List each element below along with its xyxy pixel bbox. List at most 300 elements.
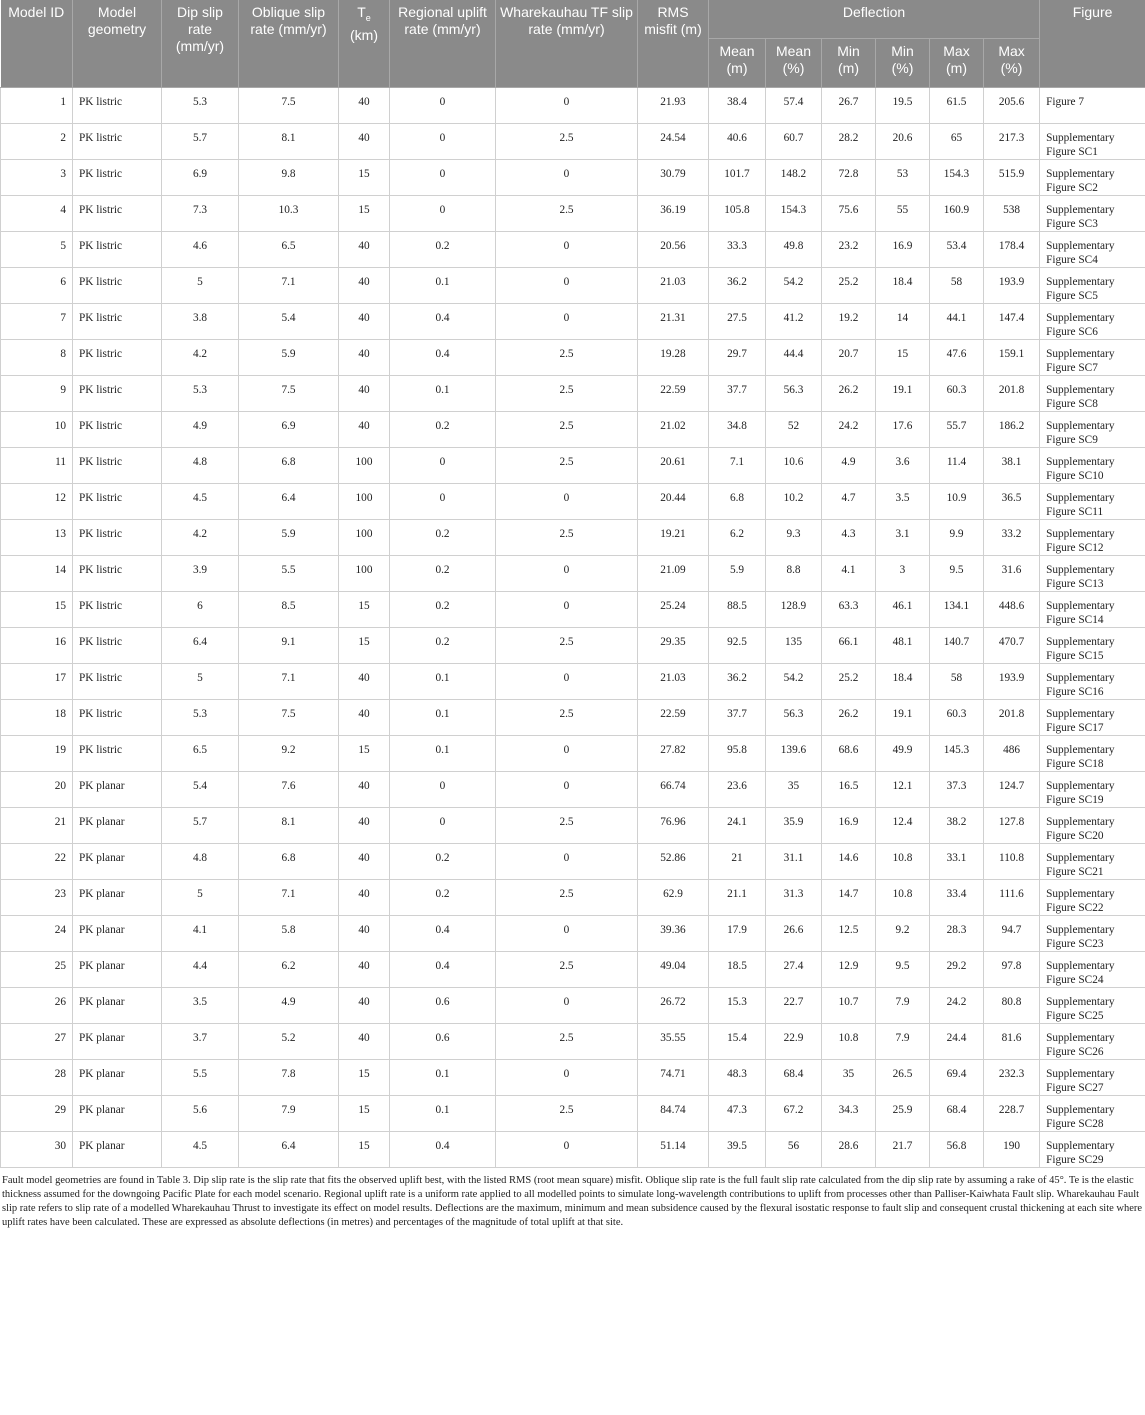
table-cell: 232.3 bbox=[984, 1059, 1040, 1095]
table-cell: 24.4 bbox=[930, 1023, 984, 1059]
table-cell: 7.6 bbox=[239, 771, 339, 807]
table-cell: Supplementary Figure SC20 bbox=[1040, 807, 1145, 843]
table-cell: 0.1 bbox=[390, 699, 496, 735]
table-cell: Supplementary Figure SC13 bbox=[1040, 555, 1145, 591]
table-cell: 4.1 bbox=[162, 915, 239, 951]
table-cell: 20.56 bbox=[638, 231, 709, 267]
table-cell: 9 bbox=[1, 375, 73, 411]
table-cell: 40 bbox=[339, 807, 390, 843]
table-cell: 2.5 bbox=[496, 627, 638, 663]
table-cell: 0.2 bbox=[390, 555, 496, 591]
table-row bbox=[1, 879, 1145, 915]
table-cell: 21.7 bbox=[876, 1131, 930, 1167]
table-cell: 10.8 bbox=[822, 1023, 876, 1059]
table-cell: 76.96 bbox=[638, 807, 709, 843]
table-cell: 60.3 bbox=[930, 375, 984, 411]
table-cell: Supplementary Figure SC26 bbox=[1040, 1023, 1145, 1059]
table-cell: 24.2 bbox=[822, 411, 876, 447]
table-cell: 2.5 bbox=[496, 879, 638, 915]
header-oblique-slip: Oblique slip rate (mm/yr) bbox=[239, 0, 339, 88]
table-cell: PK listric bbox=[73, 88, 162, 124]
table-cell: 61.5 bbox=[930, 88, 984, 124]
table-cell: 9.5 bbox=[876, 951, 930, 987]
table-cell: PK listric bbox=[73, 159, 162, 195]
table-cell: 0.1 bbox=[390, 1095, 496, 1131]
table-cell: 8.1 bbox=[239, 807, 339, 843]
table-cell: 40 bbox=[339, 879, 390, 915]
table-cell: PK listric bbox=[73, 195, 162, 231]
table-cell: 21 bbox=[1, 807, 73, 843]
table-cell: 4 bbox=[1, 195, 73, 231]
table-cell: 36.19 bbox=[638, 195, 709, 231]
table-cell: 0 bbox=[390, 195, 496, 231]
table-cell: 4.5 bbox=[162, 1131, 239, 1167]
table-cell: 10.6 bbox=[766, 447, 822, 483]
table-cell: 29.7 bbox=[709, 339, 766, 375]
table-row bbox=[1, 159, 1145, 195]
table-cell: 15 bbox=[339, 591, 390, 627]
table-cell: 7.1 bbox=[239, 663, 339, 699]
table-cell: 22.59 bbox=[638, 699, 709, 735]
table-cell: 40 bbox=[339, 699, 390, 735]
table-cell: 4.4 bbox=[162, 951, 239, 987]
header-deflection: Deflection bbox=[709, 0, 1040, 39]
table-cell: PK planar bbox=[73, 843, 162, 879]
table-cell: 49.04 bbox=[638, 951, 709, 987]
table-cell: PK listric bbox=[73, 735, 162, 771]
table-cell: 21.09 bbox=[638, 555, 709, 591]
table-cell: 88.5 bbox=[709, 591, 766, 627]
table-cell: 18.5 bbox=[709, 951, 766, 987]
table-cell: 448.6 bbox=[984, 591, 1040, 627]
table-cell: 7.1 bbox=[239, 879, 339, 915]
table-cell: 10.3 bbox=[239, 195, 339, 231]
table-cell: 8.8 bbox=[766, 555, 822, 591]
table-cell: 0 bbox=[496, 303, 638, 339]
table-row bbox=[1, 88, 1145, 124]
table-cell: 40 bbox=[339, 987, 390, 1023]
table-cell: 193.9 bbox=[984, 267, 1040, 303]
table-cell: 217.3 bbox=[984, 123, 1040, 159]
table-cell: 0 bbox=[496, 735, 638, 771]
table-cell: 60.7 bbox=[766, 123, 822, 159]
table-cell: 68.4 bbox=[930, 1095, 984, 1131]
table-cell: Supplementary Figure SC10 bbox=[1040, 447, 1145, 483]
table-cell: 92.5 bbox=[709, 627, 766, 663]
table-cell: 15 bbox=[339, 159, 390, 195]
table-cell: 72.8 bbox=[822, 159, 876, 195]
table-cell: Supplementary Figure SC21 bbox=[1040, 843, 1145, 879]
table-cell: 1 bbox=[1, 88, 73, 124]
table-cell: 15 bbox=[339, 735, 390, 771]
table-header bbox=[1, 0, 1145, 88]
table-cell: 2.5 bbox=[496, 1023, 638, 1059]
table-cell: 18.4 bbox=[876, 663, 930, 699]
table-cell: 27.4 bbox=[766, 951, 822, 987]
table-cell: 26.2 bbox=[822, 699, 876, 735]
table-cell: 7.5 bbox=[239, 375, 339, 411]
table-cell: 0.1 bbox=[390, 735, 496, 771]
table-cell: 5.4 bbox=[239, 303, 339, 339]
table-cell: 37.3 bbox=[930, 771, 984, 807]
table-cell: 28.3 bbox=[930, 915, 984, 951]
table-cell: 97.8 bbox=[984, 951, 1040, 987]
table-cell: 12.9 bbox=[822, 951, 876, 987]
table-cell: 14 bbox=[1, 555, 73, 591]
table-cell: 21.03 bbox=[638, 663, 709, 699]
table-cell: 40 bbox=[339, 951, 390, 987]
table-row bbox=[1, 987, 1145, 1023]
table-cell: 124.7 bbox=[984, 771, 1040, 807]
table-cell: 6 bbox=[162, 591, 239, 627]
table-cell: 0 bbox=[496, 1131, 638, 1167]
table-cell: 81.6 bbox=[984, 1023, 1040, 1059]
table-cell: 84.74 bbox=[638, 1095, 709, 1131]
table-cell: 27.5 bbox=[709, 303, 766, 339]
table-cell: 0 bbox=[390, 123, 496, 159]
table-cell: 48.3 bbox=[709, 1059, 766, 1095]
table-cell: 7.3 bbox=[162, 195, 239, 231]
table-cell: Supplementary Figure SC23 bbox=[1040, 915, 1145, 951]
table-cell: 19.1 bbox=[876, 375, 930, 411]
table-row bbox=[1, 915, 1145, 951]
table-cell: Supplementary Figure SC25 bbox=[1040, 987, 1145, 1023]
table-cell: 69.4 bbox=[930, 1059, 984, 1095]
table-row bbox=[1, 699, 1145, 735]
table-cell: Supplementary Figure SC1 bbox=[1040, 123, 1145, 159]
table-cell: 0 bbox=[496, 88, 638, 124]
table-cell: 147.4 bbox=[984, 303, 1040, 339]
table-cell: 35.55 bbox=[638, 1023, 709, 1059]
table-cell: 7.9 bbox=[876, 987, 930, 1023]
table-cell: 44.1 bbox=[930, 303, 984, 339]
table-cell: 5 bbox=[162, 267, 239, 303]
table-cell: PK planar bbox=[73, 807, 162, 843]
table-cell: 34.3 bbox=[822, 1095, 876, 1131]
table-cell: 135 bbox=[766, 627, 822, 663]
table-cell: Supplementary Figure SC17 bbox=[1040, 699, 1145, 735]
table-cell: Supplementary Figure SC18 bbox=[1040, 735, 1145, 771]
table-cell: 36.2 bbox=[709, 663, 766, 699]
table-cell: 128.9 bbox=[766, 591, 822, 627]
table-cell: 58 bbox=[930, 267, 984, 303]
table-cell: 19.2 bbox=[822, 303, 876, 339]
header-model-id: Model ID bbox=[1, 0, 73, 88]
table-cell: 15.3 bbox=[709, 987, 766, 1023]
table-cell: 5.6 bbox=[162, 1095, 239, 1131]
table-cell: 56.3 bbox=[766, 375, 822, 411]
table-cell: 100 bbox=[339, 555, 390, 591]
table-cell: 6.5 bbox=[239, 231, 339, 267]
table-cell: 35.9 bbox=[766, 807, 822, 843]
table-cell: 9.9 bbox=[930, 519, 984, 555]
header-max-pct: Max (%) bbox=[984, 39, 1040, 88]
table-cell: 12 bbox=[1, 483, 73, 519]
table-cell: 12.1 bbox=[876, 771, 930, 807]
table-cell: 15 bbox=[876, 339, 930, 375]
table-cell: 33.2 bbox=[984, 519, 1040, 555]
table-cell: 0.4 bbox=[390, 915, 496, 951]
table-row bbox=[1, 447, 1145, 483]
table-cell: 40 bbox=[339, 663, 390, 699]
table-cell: 60.3 bbox=[930, 699, 984, 735]
table-cell: 100 bbox=[339, 483, 390, 519]
table-cell: 40.6 bbox=[709, 123, 766, 159]
table-cell: 100 bbox=[339, 447, 390, 483]
table-cell: 5.3 bbox=[162, 88, 239, 124]
table-cell: 29.2 bbox=[930, 951, 984, 987]
table-cell: 11.4 bbox=[930, 447, 984, 483]
table-cell: 52.86 bbox=[638, 843, 709, 879]
header-min-m: Min (m) bbox=[822, 39, 876, 88]
table-cell: 29.35 bbox=[638, 627, 709, 663]
table-cell: 0.2 bbox=[390, 627, 496, 663]
table-cell: 15.4 bbox=[709, 1023, 766, 1059]
table-cell: 75.6 bbox=[822, 195, 876, 231]
table-cell: 49.9 bbox=[876, 735, 930, 771]
table-cell: PK planar bbox=[73, 1131, 162, 1167]
table-row bbox=[1, 771, 1145, 807]
table-cell: 5.2 bbox=[239, 1023, 339, 1059]
table-cell: 40 bbox=[339, 88, 390, 124]
table-cell: 7.1 bbox=[709, 447, 766, 483]
table-cell: 0 bbox=[496, 1059, 638, 1095]
table-cell: PK listric bbox=[73, 627, 162, 663]
table-cell: Supplementary Figure SC24 bbox=[1040, 951, 1145, 987]
table-cell: 14.6 bbox=[822, 843, 876, 879]
table-cell: 8 bbox=[1, 339, 73, 375]
table-cell: 31.3 bbox=[766, 879, 822, 915]
table-cell: 36.2 bbox=[709, 267, 766, 303]
table-cell: 25.24 bbox=[638, 591, 709, 627]
table-cell: 0 bbox=[390, 771, 496, 807]
table-row bbox=[1, 231, 1145, 267]
table-cell: 19.21 bbox=[638, 519, 709, 555]
table-cell: 6.8 bbox=[239, 447, 339, 483]
table-cell: PK listric bbox=[73, 123, 162, 159]
table-cell: Supplementary Figure SC2 bbox=[1040, 159, 1145, 195]
table-cell: 44.4 bbox=[766, 339, 822, 375]
table-cell: 19.5 bbox=[876, 88, 930, 124]
table-cell: 2.5 bbox=[496, 951, 638, 987]
table-cell: 3.1 bbox=[876, 519, 930, 555]
table-cell: 66.1 bbox=[822, 627, 876, 663]
table-cell: 20.6 bbox=[876, 123, 930, 159]
table-cell: 23 bbox=[1, 879, 73, 915]
table-cell: 30 bbox=[1, 1131, 73, 1167]
table-cell: 4.1 bbox=[822, 555, 876, 591]
table-cell: 7.5 bbox=[239, 699, 339, 735]
table-cell: 20.61 bbox=[638, 447, 709, 483]
table-cell: 10.8 bbox=[876, 843, 930, 879]
table-cell: 24.54 bbox=[638, 123, 709, 159]
table-cell: 57.4 bbox=[766, 88, 822, 124]
table-cell: 0 bbox=[496, 591, 638, 627]
table-cell: 25.9 bbox=[876, 1095, 930, 1131]
table-cell: 25.2 bbox=[822, 663, 876, 699]
table-cell: 40 bbox=[339, 303, 390, 339]
table-cell: 193.9 bbox=[984, 663, 1040, 699]
table-cell: PK listric bbox=[73, 663, 162, 699]
table-cell: 2.5 bbox=[496, 699, 638, 735]
table-cell: 47.6 bbox=[930, 339, 984, 375]
table-cell: 5.7 bbox=[162, 123, 239, 159]
table-row bbox=[1, 303, 1145, 339]
table-cell: 58 bbox=[930, 663, 984, 699]
table-cell: PK listric bbox=[73, 447, 162, 483]
table-cell: 0 bbox=[496, 267, 638, 303]
table-cell: 159.1 bbox=[984, 339, 1040, 375]
table-row bbox=[1, 267, 1145, 303]
table-cell: 3.6 bbox=[876, 447, 930, 483]
table-cell: 56.8 bbox=[930, 1131, 984, 1167]
table-cell: 0 bbox=[496, 555, 638, 591]
table-cell: 4.6 bbox=[162, 231, 239, 267]
table-cell: 6.2 bbox=[709, 519, 766, 555]
table-cell: 486 bbox=[984, 735, 1040, 771]
table-cell: Supplementary Figure SC28 bbox=[1040, 1095, 1145, 1131]
table-row bbox=[1, 411, 1145, 447]
table-cell: 27.82 bbox=[638, 735, 709, 771]
table-cell: 4.8 bbox=[162, 843, 239, 879]
table-cell: PK listric bbox=[73, 519, 162, 555]
table-cell: 0 bbox=[390, 483, 496, 519]
table-cell: 26.6 bbox=[766, 915, 822, 951]
table-cell: 74.71 bbox=[638, 1059, 709, 1095]
table-cell: Supplementary Figure SC19 bbox=[1040, 771, 1145, 807]
table-cell: 6.8 bbox=[239, 843, 339, 879]
table-cell: 0.2 bbox=[390, 411, 496, 447]
table-cell: 111.6 bbox=[984, 879, 1040, 915]
table-cell: PK listric bbox=[73, 555, 162, 591]
table-cell: 40 bbox=[339, 1023, 390, 1059]
table-cell: 11 bbox=[1, 447, 73, 483]
table-cell: 0.4 bbox=[390, 303, 496, 339]
table-cell: PK planar bbox=[73, 987, 162, 1023]
table-cell: PK planar bbox=[73, 915, 162, 951]
table-cell: 80.8 bbox=[984, 987, 1040, 1023]
table-cell: 40 bbox=[339, 915, 390, 951]
table-cell: 15 bbox=[339, 1131, 390, 1167]
table-cell: 6.9 bbox=[239, 411, 339, 447]
header-te-unit: (km) bbox=[350, 26, 378, 43]
table-cell: 20.44 bbox=[638, 483, 709, 519]
table-cell: 0.6 bbox=[390, 987, 496, 1023]
table-cell: 40 bbox=[339, 843, 390, 879]
table-row bbox=[1, 951, 1145, 987]
table-cell: 0 bbox=[390, 807, 496, 843]
table-cell: Supplementary Figure SC14 bbox=[1040, 591, 1145, 627]
table-cell: 40 bbox=[339, 231, 390, 267]
table-cell: 22.59 bbox=[638, 375, 709, 411]
table-cell: 17.6 bbox=[876, 411, 930, 447]
table-cell: 134.1 bbox=[930, 591, 984, 627]
table-cell: 178.4 bbox=[984, 231, 1040, 267]
table-cell: 127.8 bbox=[984, 807, 1040, 843]
table-cell: 0.2 bbox=[390, 591, 496, 627]
table-row bbox=[1, 627, 1145, 663]
table-cell: 148.2 bbox=[766, 159, 822, 195]
table-cell: 16 bbox=[1, 627, 73, 663]
table-cell: 5.9 bbox=[239, 519, 339, 555]
table-cell: 6 bbox=[1, 267, 73, 303]
header-mean-pct: Mean (%) bbox=[766, 39, 822, 88]
table-cell: 54.2 bbox=[766, 663, 822, 699]
table-cell: Supplementary Figure SC4 bbox=[1040, 231, 1145, 267]
table-cell: 26.72 bbox=[638, 987, 709, 1023]
table-cell: 4.9 bbox=[239, 987, 339, 1023]
table-cell: 14.7 bbox=[822, 879, 876, 915]
table-cell: 40 bbox=[339, 123, 390, 159]
table-cell: PK planar bbox=[73, 879, 162, 915]
table-cell: 0.6 bbox=[390, 1023, 496, 1059]
table-cell: 12.4 bbox=[876, 807, 930, 843]
table-row bbox=[1, 1023, 1145, 1059]
table-cell: 0 bbox=[496, 231, 638, 267]
table-cell: 3.5 bbox=[876, 483, 930, 519]
table-cell: 160.9 bbox=[930, 195, 984, 231]
table-cell: 33.1 bbox=[930, 843, 984, 879]
table-cell: Supplementary Figure SC15 bbox=[1040, 627, 1145, 663]
table-row bbox=[1, 1131, 1145, 1167]
table-cell: PK planar bbox=[73, 1095, 162, 1131]
table-cell: 15 bbox=[339, 195, 390, 231]
table-cell: 0 bbox=[390, 88, 496, 124]
table-cell: 205.6 bbox=[984, 88, 1040, 124]
table-cell: 53.4 bbox=[930, 231, 984, 267]
table-body bbox=[1, 88, 1145, 1168]
table-cell: 33.4 bbox=[930, 879, 984, 915]
table-cell: 36.5 bbox=[984, 483, 1040, 519]
table-cell: 7.8 bbox=[239, 1059, 339, 1095]
table-cell: 5 bbox=[162, 879, 239, 915]
table-cell: 54.2 bbox=[766, 267, 822, 303]
header-regional-uplift: Regional uplift rate (mm/yr) bbox=[390, 0, 496, 88]
table-cell: 95.8 bbox=[709, 735, 766, 771]
table-cell: 2.5 bbox=[496, 519, 638, 555]
table-cell: 10.2 bbox=[766, 483, 822, 519]
table-cell: 0 bbox=[496, 483, 638, 519]
table-cell: 21.03 bbox=[638, 267, 709, 303]
table-cell: 30.79 bbox=[638, 159, 709, 195]
table-cell: 35 bbox=[766, 771, 822, 807]
table-cell: 3.7 bbox=[162, 1023, 239, 1059]
table-cell: 5.9 bbox=[709, 555, 766, 591]
table-cell: 16.5 bbox=[822, 771, 876, 807]
table-cell: 26.2 bbox=[822, 375, 876, 411]
header-dip-slip: Dip slip rate (mm/yr) bbox=[162, 0, 239, 88]
header-te-main: T bbox=[357, 4, 366, 20]
table-cell: 56 bbox=[766, 1131, 822, 1167]
table-cell: 6.9 bbox=[162, 159, 239, 195]
table-cell: Supplementary Figure SC8 bbox=[1040, 375, 1145, 411]
table-cell: 110.8 bbox=[984, 843, 1040, 879]
table-cell: 5.7 bbox=[162, 807, 239, 843]
table-cell: 39.36 bbox=[638, 915, 709, 951]
table-cell: 40 bbox=[339, 339, 390, 375]
table-cell: 21.02 bbox=[638, 411, 709, 447]
table-cell: Supplementary Figure SC22 bbox=[1040, 879, 1145, 915]
table-cell: 22.9 bbox=[766, 1023, 822, 1059]
table-cell: 0 bbox=[390, 447, 496, 483]
table-cell: 62.9 bbox=[638, 879, 709, 915]
table-cell: 25.2 bbox=[822, 267, 876, 303]
table-cell: 0.2 bbox=[390, 231, 496, 267]
table-cell: 6.5 bbox=[162, 735, 239, 771]
table-cell: 0 bbox=[496, 663, 638, 699]
table-row bbox=[1, 1059, 1145, 1095]
table-cell: 38.1 bbox=[984, 447, 1040, 483]
